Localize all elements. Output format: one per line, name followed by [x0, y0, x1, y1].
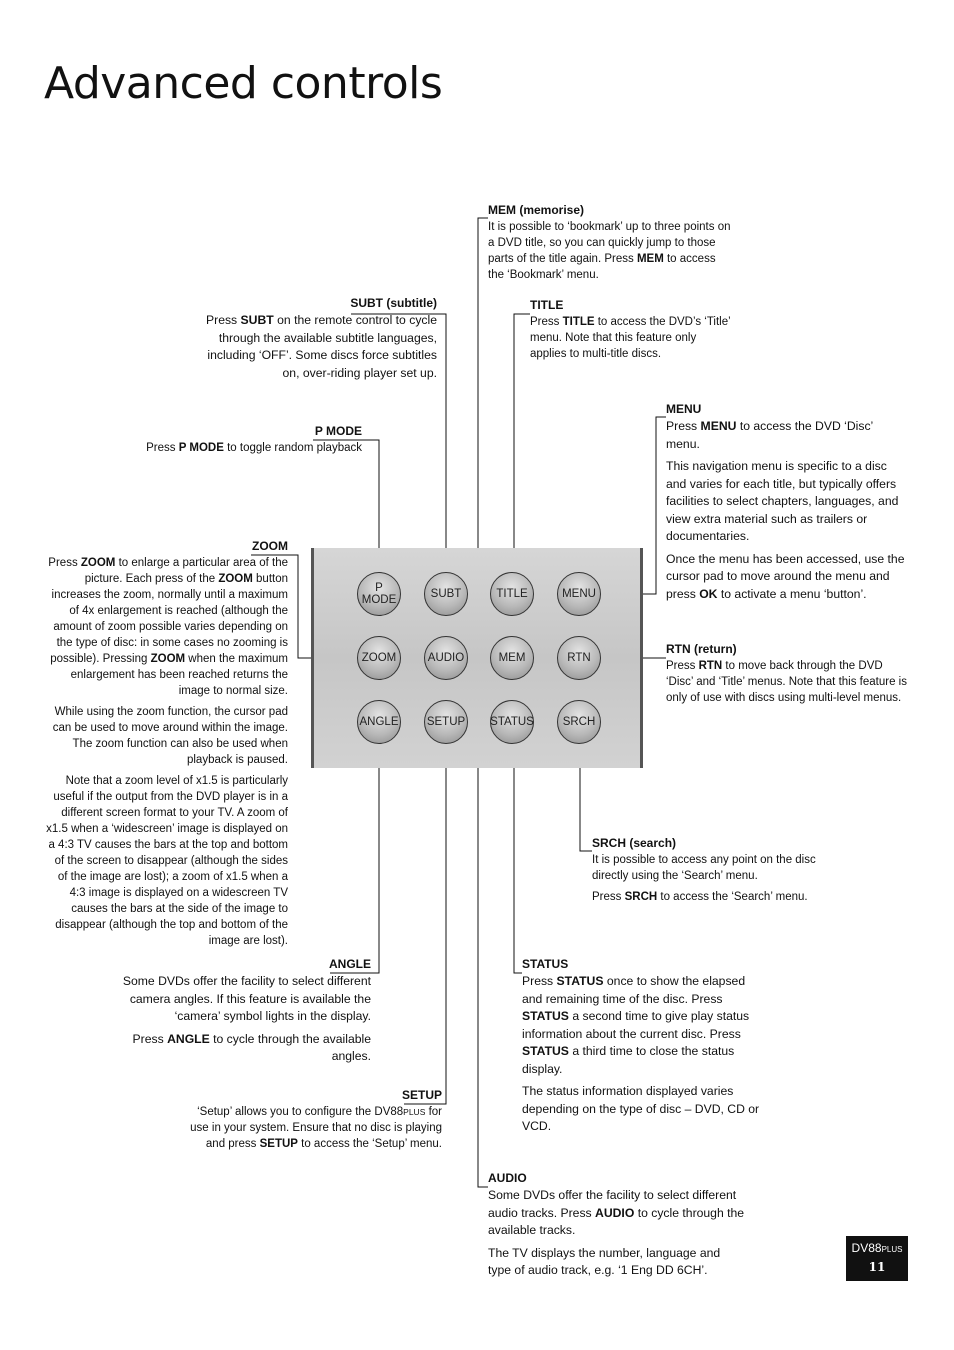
angle-button[interactable]: ANGLE: [357, 700, 401, 744]
setup-button[interactable]: SETUP: [424, 700, 468, 744]
model-name: DV88PLUS: [851, 1241, 903, 1255]
menu-heading: MENU: [666, 402, 702, 416]
title-text: Press TITLE to access the DVD’s ‘Title’ menu. Note that this feature only applies to multi-title discs.: [530, 316, 731, 360]
status-text-2: The status information displayed varies depending on the type of disc – DVD, CD or VCD.: [522, 1084, 760, 1133]
srch-text-1: It is possible to access any point on the disc directly using the ‘Search’ menu.: [592, 854, 816, 882]
audio-section: [488, 1170, 746, 1285]
audio-heading: AUDIO: [488, 1171, 527, 1185]
zoom-text-2: While using the zoom function, the cursor pad can be used to move around within the image. The zoom function can also be used when playback is paused.: [52, 706, 288, 766]
angle-heading: ANGLE: [329, 957, 371, 971]
menu-button[interactable]: MENU: [557, 572, 601, 616]
title-section: [530, 297, 735, 367]
page-badge: [846, 1236, 908, 1281]
mem-section: [488, 202, 733, 288]
srch-section: [592, 835, 824, 910]
mem-heading: MEM (memorise): [488, 203, 585, 217]
pmode-button-label-1: P: [375, 582, 383, 594]
title-callout-line: [514, 314, 530, 572]
page-number: 11: [868, 1260, 886, 1274]
rtn-button[interactable]: RTN: [557, 636, 601, 680]
menu-text-3: Once the menu has been accessed, use the cursor pad to move around the menu and press OK to activate a menu ‘button’.: [666, 551, 905, 601]
setup-section: [186, 1087, 442, 1157]
status-button[interactable]: STATUS: [490, 700, 534, 744]
title-heading: TITLE: [530, 298, 564, 312]
rtn-section: [666, 641, 911, 711]
page-title: Advanced controls: [44, 58, 443, 109]
menu-text-1: Press MENU to access the DVD ‘Disc’ menu.: [666, 419, 873, 451]
status-heading: STATUS: [522, 957, 569, 971]
subt-heading: SUBT (subtitle): [350, 296, 437, 310]
status-section: [522, 956, 764, 1141]
zoom-heading: ZOOM: [252, 539, 288, 553]
angle-text-2: Press ANGLE to cycle through the available angles.: [132, 1031, 371, 1063]
pmode-section: [130, 423, 362, 461]
menu-section: [666, 401, 906, 608]
pmode-heading: P MODE: [314, 424, 362, 438]
setup-text: ‘Setup’ allows you to configure the DV88PLUS for use in your system. Ensure that no disc is playing and press SETUP to access the ‘Setup’ menu.: [190, 1106, 442, 1150]
angle-section: [110, 956, 371, 1071]
srch-text-2: Press SRCH to access the ‘Search’ menu.: [592, 891, 808, 903]
zoom-text-3: Note that a zoom level of x1.5 is particularly useful if the output from the DVD player is in a different screen format to your TV. A zoom of x1.5 when a ‘widescreen’ image is displayed on a 4:3 TV causes the bars at the top and bottom of the screen to disappear (although the sides of the image are lost); a zoom of x1.5 when a 4:3 image is displayed on a widescreen TV causes the bars at the side of the image to disappear (although the top and bottom of the image are lost).: [46, 775, 288, 947]
angle-text-1: Some DVDs offer the facility to select different camera angles. If this feature is available the ‘camera’ symbol lights in the display.: [122, 974, 371, 1023]
audio-text-1: Some DVDs offer the facility to select different audio tracks. Press AUDIO to cycle through the available tracks.: [488, 1188, 745, 1237]
pmode-button[interactable]: [357, 572, 401, 616]
srch-heading: SRCH (search): [592, 836, 677, 850]
setup-heading: SETUP: [401, 1088, 442, 1102]
angle-callout-line: [330, 744, 379, 973]
audio-text-2: The TV displays the number, language and type of audio track, e.g. ‘1 Eng DD 6CH’.: [488, 1245, 721, 1277]
rtn-text: Press RTN to move back through the DVD ‘Disc’ and ‘Title’ menus. Note that this feature is only of use with discs using multi-level menus.: [666, 660, 907, 704]
audio-button[interactable]: AUDIO: [424, 636, 468, 680]
subt-text: Press SUBT on the remote control to cycle through the available subtitle languages, including ‘OFF’. Some discs force subtitles on, over-riding player set up.: [206, 313, 437, 380]
setup-callout-line: [404, 744, 446, 1104]
pmode-text: Press P MODE to toggle random playback: [146, 442, 362, 454]
status-callout-line: [514, 744, 522, 973]
mem-text: It is possible to ‘bookmark’ up to three points on a DVD title, so you can quickly jump to those parts of the title again. Press MEM to access the ‘Bookmark’ menu.: [488, 221, 731, 281]
title-button[interactable]: TITLE: [490, 572, 534, 616]
subt-button[interactable]: SUBT: [424, 572, 468, 616]
zoom-section: [44, 538, 288, 954]
menu-text-2: This navigation menu is specific to a disc and varies for each title, but typically offers facilities to select chapters, languages, and view extra material such as trailers or documentaries.: [666, 459, 899, 543]
zoom-button[interactable]: ZOOM: [357, 636, 401, 680]
status-text-1: Press STATUS once to show the elapsed and remaining time of the disc. Press STATUS a second time to give play status information about the current disc. Press STATUS a third time to close the status display.: [522, 974, 750, 1076]
zoom-text-1: Press ZOOM to enlarge a particular area of the picture. Each press of the ZOOM button increases the zoom, normally until a maximum of 4x enlargement is reached (although the amount of zoom possible varies depending on the type of disc: in some cases no zooming is possible). Pressing ZOOM when the maximum enlargement has been reached returns the image to normal size.: [48, 557, 288, 697]
pmode-button-label-2: MODE: [361, 594, 397, 606]
srch-button[interactable]: SRCH: [557, 700, 601, 744]
subt-section: [196, 295, 437, 387]
mem-button[interactable]: MEM: [490, 636, 534, 680]
rtn-heading: RTN (return): [666, 642, 737, 656]
